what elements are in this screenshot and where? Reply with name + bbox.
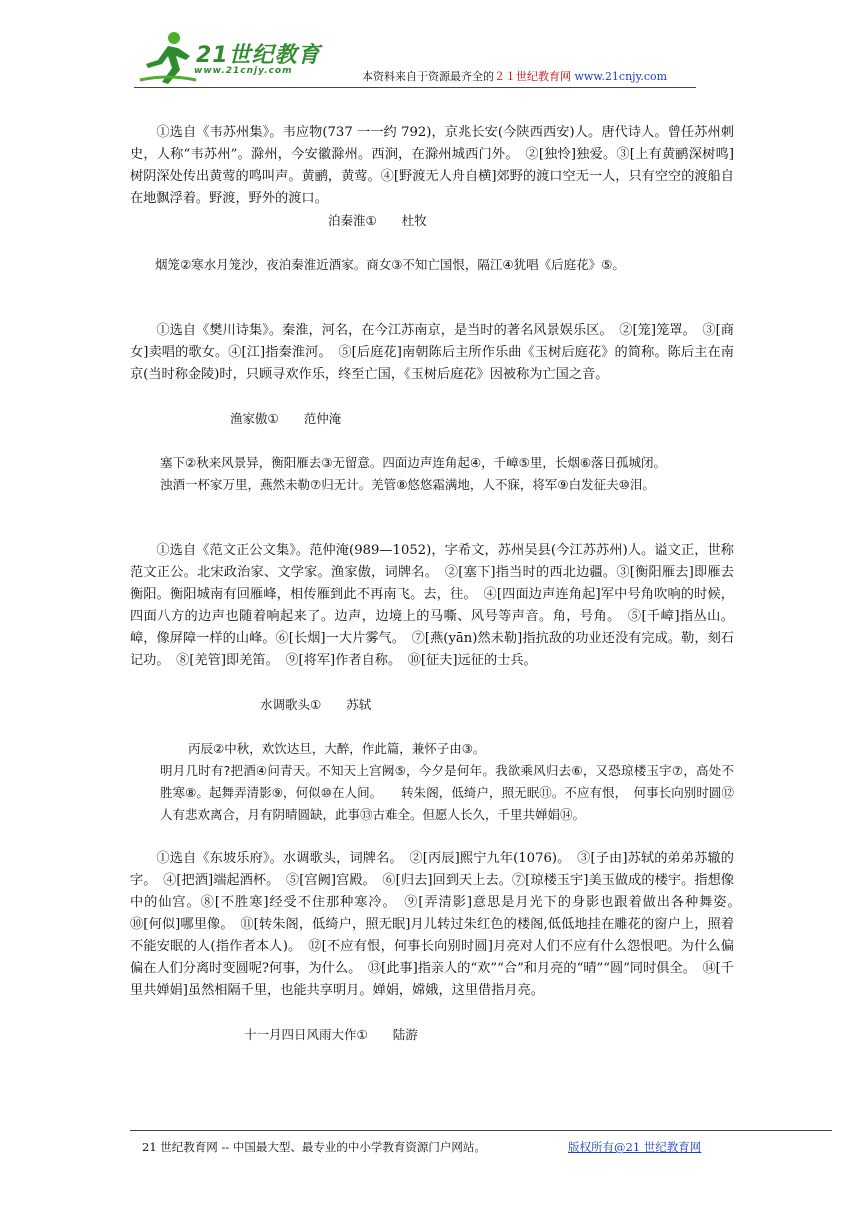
footer-text: 21 世纪教育网 -- 中国最大型、最专业的中小学教育资源门户网站。 [142, 1140, 486, 1154]
annotation-paragraph: ①选自《樊川诗集》。秦淮，河名，在今江苏南京，是当时的著名风景娱乐区。 ②[笼]笼罩。 ③[商女]卖唱的歌女。④[江]指秦淮河。 ⑤[后庭花]南朝陈后主所作乐曲《玉树后庭花》的简称。陈后主在南京(当时称金陵)时，只顾寻欢作乐，终至亡国，《玉树后庭花》因被称为亡国之音。 [130, 323, 734, 382]
logo-url: www.21cnjy.com [194, 66, 293, 76]
poem-title: 水调歌头① 苏轼 [260, 697, 372, 712]
poem-text: 烟笼②寒水月笼沙，夜泊秦淮近酒家。商女③不知亡国恨，隔江④犹唱《后庭花》⑤。 [155, 257, 625, 272]
annotation-paragraph: ①选自《范文正公文集》。范仲淹(989—1052)，字希文，苏州吴县(今江苏苏州)人。谥文正，世称范文正公。北宋政治家、文学家。渔家傲，词牌名。 ②[塞下]指当时的西北边疆。③[衡阳雁去]即雁去衡阳。衡阳城南有回雁峰，相传雁到此不再南飞。去，往。 ④[四面边声连角起]军中号角吹响的时候，四面八方的边声也随着响起来了。边声，边境上的马嘶、风号等声音。角，号角。 ⑤[千嶂]指丛山。嶂，像屏障一样的山峰。⑥[长烟]一大片雾气。 ⑦[燕(yān)然未勒]指抗敌的功业还没有完成。勒，刻石记功。 ⑧[羌管]即羌笛。 ⑨[将军]作者自称。 ⑩[征夫]远征的士兵。 [130, 543, 734, 668]
header-divider [134, 87, 696, 88]
poem-text: 明月几时有?把酒④问青天。不知天上宫阙⑤，今夕是何年。我欲乘风归去⑥，又恐琼楼玉宇⑦，高处不胜寒⑧。起舞弄清影⑨，何似⑩在人间。 转朱阁，低绮户，照无眠⑪。不应有恨， 何事长向别时圆⑫人有悲欢离合，月有阴晴圆缺，此事⑬古难全。但愿人长久，千里共婵娟⑭。 [160, 763, 734, 822]
poem-preface: 丙辰②中秋，欢饮达旦，大醉，作此篇，兼怀子由③。 [188, 741, 486, 756]
document-body [130, 122, 748, 1046]
runner-icon [138, 30, 198, 88]
annotation-paragraph: ①选自《东坡乐府》。水调歌头，词牌名。 ②[丙辰]熙宁九年(1076)。 ③[子由]苏轼的弟弟苏辙的字。 ④[把酒]端起酒杯。 ⑤[宫阙]宫殿。 ⑥[归去]回到天上去。⑦[琼楼玉宇]美玉做成的楼宇。指想像中的仙宫。⑧[不胜寒]经受不住那种寒冷。 ⑨[弄清影]意思是月光下的身影也跟着做出各种舞姿。 ⑩[何似]哪里像。 ⑪[转朱阁，低绮户，照无眠]月儿转过朱红色的楼阁,低低地挂在雕花的窗户上，照着不能安眠的人(指作者本人)。 ⑫[不应有恨，何事长向别时圆]月亮对人们不应有什么怨恨吧。为什么偏偏在人们分离时变圆呢?何事，为什么。 ⑬[此事]指亲人的“欢”“合”和月亮的“晴”“圆”同时俱全。 ⑭[千里共婵娟]虽然相隔千里，也能共享明月。婵娟，嫦娥，这里借指月亮。 [130, 851, 748, 998]
annotation-paragraph: ①选自《韦苏州集》。韦应物(737 一一约 792)，京兆长安(今陕西西安)人。唐代诗人。曾任苏州刺史，人称“韦苏州”。滁州，今安徽滁州。西涧，在滁州城西门外。 ②[独怜]独爱。③[上有黄鹂深树鸣]树阴深处传出黄莺的鸣叫声。黄鹂，黄莺。④[野渡无人舟自横]郊野的渡口空无一人，只有空空的渡船自在地飘浮着。野渡，野外的渡口。 [130, 125, 734, 206]
logo-title: 21世纪教育 [196, 43, 321, 68]
poem-title: 泊秦淮① 杜牧 [328, 213, 427, 228]
poem-title: 渔家傲① 范仲淹 [230, 411, 342, 426]
footer-divider [130, 1130, 832, 1131]
poem-text: 塞下②秋来风景异，衡阳雁去③无留意。四面边声连角起④，千嶂⑤里，长烟⑥落日孤城闭。 [160, 455, 667, 470]
poem-text: 浊酒一杯家万里，燕然未勒⑦归无计。羌管⑧悠悠霜满地，人不寐，将军⑨白发征夫⑩泪。 [160, 477, 655, 492]
header-tagline [362, 68, 667, 84]
page-footer [142, 1139, 702, 1155]
site-logo[interactable] [138, 30, 338, 90]
page-header [0, 0, 860, 95]
header-site-url[interactable]: www.21cnjy.com [574, 70, 668, 83]
header-text-prefix: 本资料来自于资源最齐全的 [362, 70, 494, 83]
copyright-link[interactable]: 版权所有@21 世纪教育网 [568, 1140, 702, 1154]
header-site-name[interactable]: ２１世纪教育网 [494, 70, 571, 83]
poem-title: 十一月四日风雨大作① 陆游 [244, 1027, 418, 1042]
